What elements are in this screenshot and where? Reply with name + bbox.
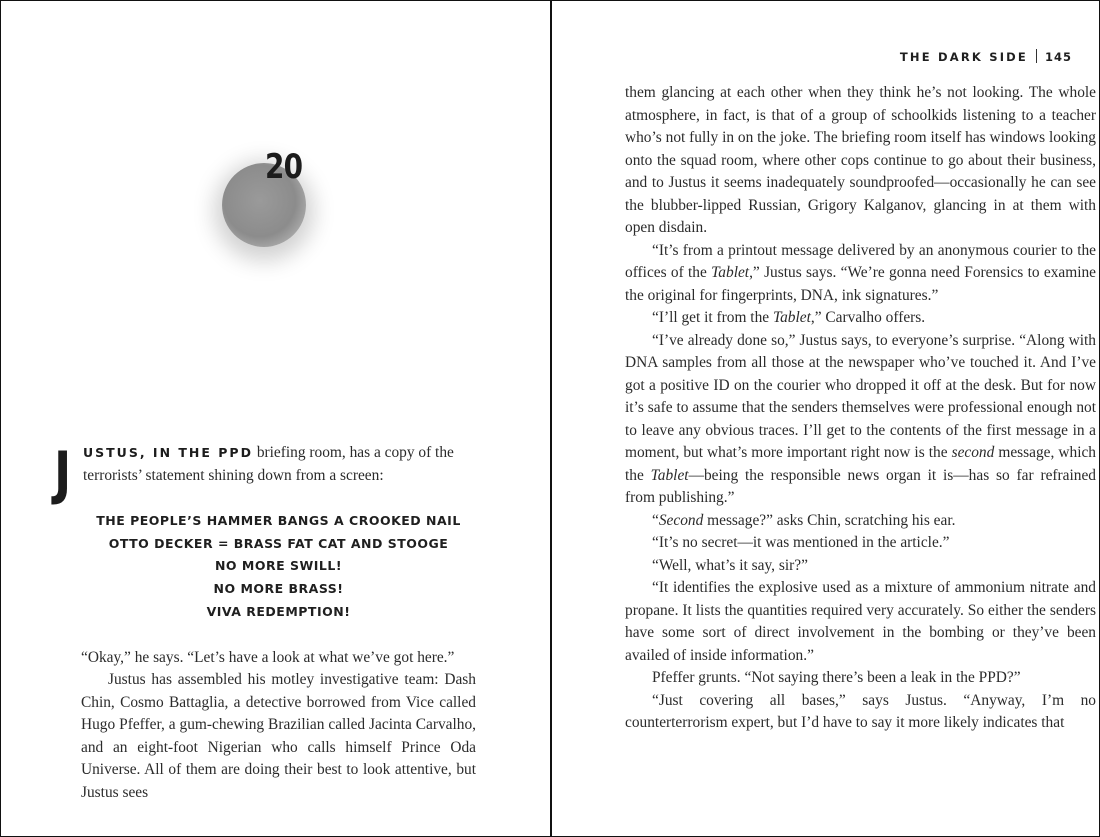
p4-b: message, which the <box>625 444 1097 484</box>
running-head-divider <box>1036 49 1037 63</box>
statement-line: THE PEOPLE’S HAMMER BANGS A CROOKED NAIL <box>96 513 461 528</box>
terrorist-statement <box>81 510 476 624</box>
paragraph-1: them glancing at each other when they think he’s not looking. The whole atmosphere, in fact, is that of a group of schoolkids listening to a teacher who’s not fully in on the joke. The briefing room itself has windows looking onto the squad room, where other cops continue to go about their business, and to Justus it seems inadequately soundproofed—occasionally he can see the blubber-lipped Russian, Grigory Kalganov, glancing in at them with open disdain. <box>625 84 1096 236</box>
p4-italic-2: Tablet <box>650 466 689 484</box>
p5-a: “ <box>652 511 659 529</box>
statement-line: NO MORE SWILL! <box>214 558 343 574</box>
statement-line: NO MORE BRASS! <box>213 581 344 597</box>
paragraph-2 <box>625 240 1096 308</box>
p5-italic: Second <box>658 511 704 529</box>
p4-c: —being the responsible news organ it is—has so far refrained from publishing.” <box>625 466 1096 506</box>
chapter-number: 20 <box>265 147 303 187</box>
paragraph-3 <box>625 307 1096 330</box>
paragraph-okay <box>81 647 476 670</box>
paragraph-4 <box>625 330 1096 510</box>
p2-a: “It’s from a printout message delivered by an anonymous courier to the offices of the <box>625 241 1096 281</box>
paragraph-okay-text: “Okay,” he says. “Let’s have a look at what we’ve got here.” <box>81 649 455 666</box>
right-text-block <box>625 82 1096 735</box>
p3-a: “I’ll get it from the <box>652 309 773 326</box>
paragraph-6: “It’s no secret—it was mentioned in the article.” <box>652 534 950 551</box>
paragraph-5 <box>625 510 1096 533</box>
paragraph-7: “Well, what’s it say, sir?” <box>652 556 808 574</box>
left-page <box>1 1 550 836</box>
opening-lead-in: USTUS, IN THE PPD <box>83 445 253 460</box>
page-number: 145 <box>1044 50 1072 64</box>
running-head <box>900 49 1072 64</box>
p5-b: message?” asks Chin, scratching his ear. <box>703 511 956 529</box>
p3-italic: Tablet <box>772 309 811 326</box>
opening-text: briefing room, has a copy of the terrorists’ statement shining down from a screen: <box>83 444 454 484</box>
statement-line: VIVA REDEMPTION! <box>206 603 351 619</box>
p2-italic: Tablet <box>711 264 750 281</box>
p4-italic-1: second <box>951 444 995 461</box>
paragraph-10: “Just covering all bases,” says Justus. “Anyway, I’m no counterterrorism expert, but I’d have to say it more likely indicates that <box>625 691 1096 731</box>
drop-cap: J <box>54 439 72 507</box>
p3-b: ,” Carvalho offers. <box>810 309 926 326</box>
running-head-title: THE DARK SIDE <box>899 50 1028 64</box>
paragraph-8: “It identifies the explosive used as a mixture of ammonium nitrate and propane. It lists the quantities required very accurately. So either the senders have some sort of direct involvement in the bombing or they’ve been availed of inside information.” <box>625 579 1096 664</box>
paragraph-9: Pfeffer grunts. “Not saying there’s been a leak in the PPD?” <box>652 669 1021 686</box>
p4-a: “I’ve already done so,” Justus says, to everyone’s surprise. “Along with DNA samples from all those at the newspaper who’ve touched it. And I’ve got a positive ID on the courier who dropped it off at the desk. But for now it’s safe to assume that the senders themselves were professional enough not to leave any obvious traces. I’ll get to the contents of the first message in a moment, but what’s more important right now is the <box>625 331 1096 461</box>
paragraph-team: Justus has assembled his motley investigative team: Dash Chin, Cosmo Battaglia, a detective borrowed from Vice called Hugo Pfeffer, a gum-chewing Brazilian called Jacinta Carvalho, and an eight-foot Nigerian who calls himself Prince Oda Universe. All of them are doing their best to look attentive, but Justus sees <box>81 671 476 801</box>
opening-paragraph <box>83 442 481 487</box>
right-page <box>552 1 1099 836</box>
statement-line: OTTO DECKER = BRASS FAT CAT AND STOOGE <box>108 535 449 551</box>
p2-b: ,” Justus says. “We’re gonna need Forensics to examine the original for fingerprints, DNA, ink signatures.” <box>625 264 1097 304</box>
